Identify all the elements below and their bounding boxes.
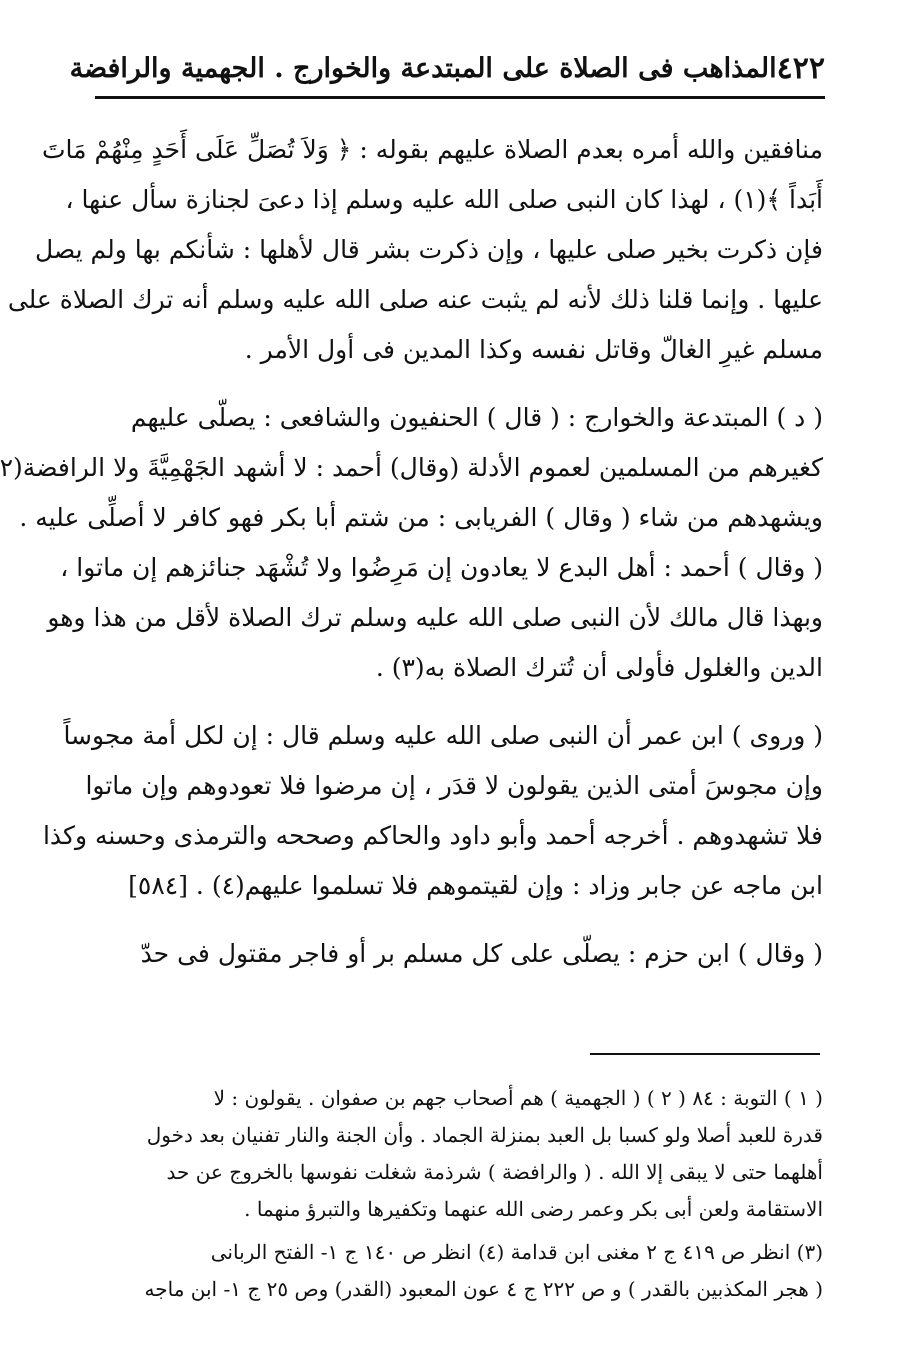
page-number: ٤٢٢ (776, 50, 825, 86)
text-line: ( وقال ) ابن حزم : يصلّى على كل مسلم بر أو فاجر مقتول فى حدّ (140, 939, 823, 968)
paragraph-gap (95, 375, 823, 393)
text-line: فلا تشهدوهم . أخرجه أحمد وأبو داود والحاكم وصححه والترمذى وحسنه وكذا (42, 821, 823, 850)
page-header (69, 44, 825, 92)
paragraph (42, 711, 823, 911)
text-line: أَبَداً ﴾(١) ، لهذا كان النبى صلى الله عليه وسلم إذا دعىَ لجنازة سأل عنها ، (65, 185, 823, 214)
footnotes (70, 1080, 823, 1308)
text-line: مسلم غيرِ الغالّ وقاتل نفسه وكذا المدين فى أول الأمر . (244, 335, 823, 364)
text-line: وإن مجوسَ أمتى الذين يقولون لا قدَر ، إن مرضوا فلا تعودوهم وإن ماتوا (85, 771, 823, 800)
text-line: وبهذا قال مالك لأن النبى صلى الله عليه وسلم ترك الصلاة لأقل من هذا وهو (47, 603, 823, 632)
text-line: ( وروى ) ابن عمر أن النبى صلى الله عليه وسلم قال : إن لكل أمة مجوساً (63, 721, 823, 750)
paragraph-gap (95, 693, 823, 711)
text-line: ويشهدهم من شاء ( وقال ) الفريابى : من شتم أبا بكر فهو كافر لا أصلِّى عليه . (19, 503, 823, 532)
text-line: ابن ماجه عن جابر وزاد : وإن لقيتموهم فلا تسلموا عليهم(٤) . [٥٨٤] (128, 871, 823, 900)
text-line: فإن ذكرت بخير صلى عليها ، وإن ذكرت بشر قال لأهلها : شأنكم بها ولم يصل (35, 235, 823, 264)
footnote-line: أهلهما حتى لا يبقى إلا الله . ( والرافضة ) شرذمة شغلت نفوسها بالخروج عن حد (166, 1160, 823, 1184)
paragraph (0, 393, 823, 693)
footnote-line: ( ١ ) التوبة : ٨٤ ( ٢ ) ( الجهمية ) هم أصحاب جهم بن صفوان . يقولون : لا (213, 1086, 823, 1110)
running-title: المذاهب فى الصلاة على المبتدعة والخوارج . الجهمية والرافضة (69, 52, 777, 84)
footnote-block (70, 1234, 823, 1308)
paragraph (95, 929, 823, 979)
text-line: كغيرهم من المسلمين لعموم الأدلة (وقال) أحمد : لا أشهد الجَهْمِيَّةَ ولا الرافضة(٢ (0, 453, 823, 482)
footnote-rule (590, 1053, 820, 1055)
footnote-line: ( هجر المكذبين بالقدر ) و ص ٢٢٢ ج ٤ عون المعبود (القدر) وص ٢٥ ج ١- ابن ماجه (144, 1277, 823, 1301)
footnote-line: قدرة للعبد أصلا ولو كسبا بل العبد بمنزلة الجماد . وأن الجنة والنار تفنيان بعد دخول (146, 1123, 823, 1147)
paragraph (7, 125, 823, 375)
text-line: منافقين والله أمره بعدم الصلاة عليهم بقوله : ﴿ وَلاَ تُصَلِّ عَلَى أَحَدٍ مِنْهُمْ مَاتَ (41, 135, 823, 164)
main-text (0, 125, 823, 979)
footnote-block (70, 1080, 823, 1228)
footnote-line: (٣) انظر ص ٤١٩ ج ٢ مغنى ابن قدامة (٤) انظر ص ١٤٠ ج ١- الفتح الربانى (210, 1240, 823, 1264)
text-line: الدين والغلول فأولى أن تُترك الصلاة به(٣) . (375, 653, 823, 682)
text-line: ( وقال ) أحمد : أهل البدع لا يعادون إن مَرِضُوا ولا تُشْهَد جنائزهم إن ماتوا ، (60, 553, 823, 582)
text-line: ( د ) المبتدعة والخوارج : ( قال ) الحنفيون والشافعى : يصلّى عليهم (130, 403, 823, 432)
paragraph-gap (95, 911, 823, 929)
footnote-line: الاستقامة ولعن أبى بكر وعمر رضى الله عنهما وتكفيرها والتبرؤ منهما . (244, 1197, 823, 1221)
text-line: عليها . وإنما قلنا ذلك لأنه لم يثبت عنه صلى الله عليه وسلم أنه ترك الصلاة على (7, 285, 823, 314)
header-rule (95, 96, 825, 99)
